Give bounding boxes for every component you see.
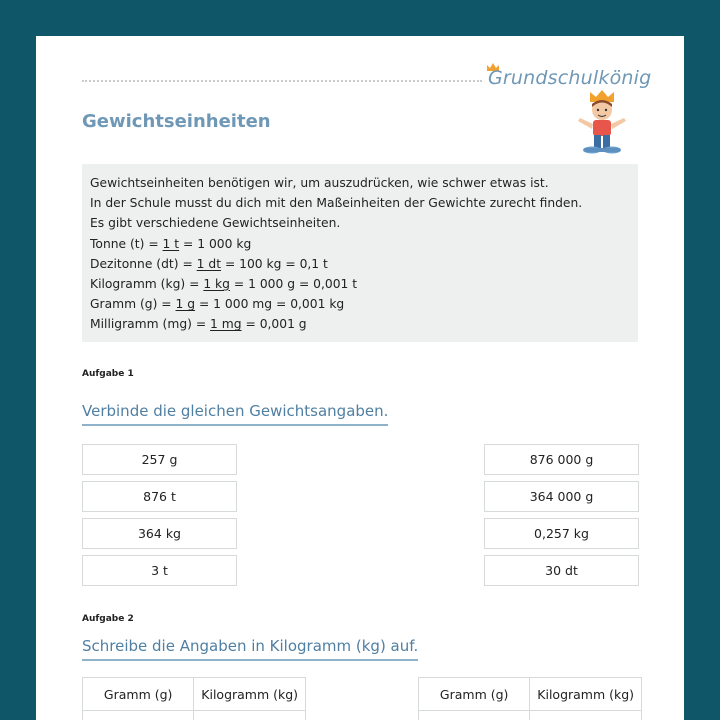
unit-name: Dezitonne (dt) =: [90, 256, 197, 271]
info-box: [82, 164, 638, 342]
mascot-illustration: [572, 88, 632, 158]
table-cell[interactable]: [83, 711, 194, 720]
task2-title: Schreibe die Angaben in Kilogramm (kg) auf.: [82, 637, 418, 661]
match-right-1[interactable]: 876 000 g: [484, 444, 639, 475]
unit-name: Kilogramm (kg) =: [90, 277, 204, 292]
dotted-divider: [82, 80, 482, 82]
match-right-3[interactable]: 0,257 kg: [484, 518, 639, 549]
unit-row-gramm: [90, 294, 630, 314]
info-line: Es gibt verschiedene Gewichtseinheiten.: [90, 216, 341, 231]
unit-row-tonne: [90, 234, 630, 254]
match-left-3[interactable]: 364 kg: [82, 518, 237, 549]
column-header-kilogramm: Kilogramm (kg): [530, 678, 642, 711]
task1-label: Aufgabe 1: [82, 369, 134, 379]
match-left-1[interactable]: 257 g: [82, 444, 237, 475]
match-right-2[interactable]: 364 000 g: [484, 481, 639, 512]
table-cell[interactable]: [530, 711, 642, 720]
unit-row-kilogramm: [90, 274, 630, 294]
match-right-4[interactable]: 30 dt: [484, 555, 639, 586]
unit-symbol: 1 dt: [196, 256, 222, 271]
conversion-table-right: [418, 677, 642, 720]
unit-name: Milligramm (mg) =: [90, 317, 211, 332]
unit-symbol: 1 t: [162, 236, 180, 251]
unit-symbol: 1 mg: [210, 317, 242, 332]
brand-logo: Grundschulkönig: [488, 67, 652, 89]
unit-symbol: 1 g: [175, 297, 196, 312]
column-header-kilogramm: Kilogramm (kg): [194, 678, 306, 711]
conversion-table-left: [82, 677, 306, 720]
match-left-2[interactable]: 876 t: [82, 481, 237, 512]
unit-conversion: = 1 000 kg: [179, 236, 252, 251]
unit-name: Gramm (g) =: [90, 297, 176, 312]
table-cell[interactable]: [419, 711, 530, 720]
unit-conversion: = 1 000 mg = 0,001 kg: [195, 297, 345, 312]
task2-label: Aufgabe 2: [82, 614, 134, 624]
column-header-gramm: Gramm (g): [419, 678, 530, 711]
task1-title: Verbinde die gleichen Gewichtsangaben.: [82, 402, 388, 426]
unit-conversion: = 100 kg = 0,1 t: [221, 256, 328, 271]
column-header-gramm: Gramm (g): [83, 678, 194, 711]
page-title: Gewichtseinheiten: [82, 111, 271, 132]
unit-row-milligramm: [90, 314, 630, 334]
unit-conversion: = 0,001 g: [241, 317, 307, 332]
unit-name: Tonne (t) =: [90, 236, 163, 251]
unit-row-dezitonne: [90, 254, 630, 274]
info-line: Gewichtseinheiten benötigen wir, um auszudrücken, wie schwer etwas ist.: [90, 176, 549, 190]
worksheet: [36, 36, 684, 720]
match-left-4[interactable]: 3 t: [82, 555, 237, 586]
table-cell[interactable]: [194, 711, 306, 720]
info-line: In der Schule musst du dich mit den Maßeinheiten der Gewichte zurecht finden.: [90, 196, 583, 211]
unit-conversion: = 1 000 g = 0,001 t: [230, 277, 358, 292]
unit-symbol: 1 kg: [203, 277, 230, 292]
